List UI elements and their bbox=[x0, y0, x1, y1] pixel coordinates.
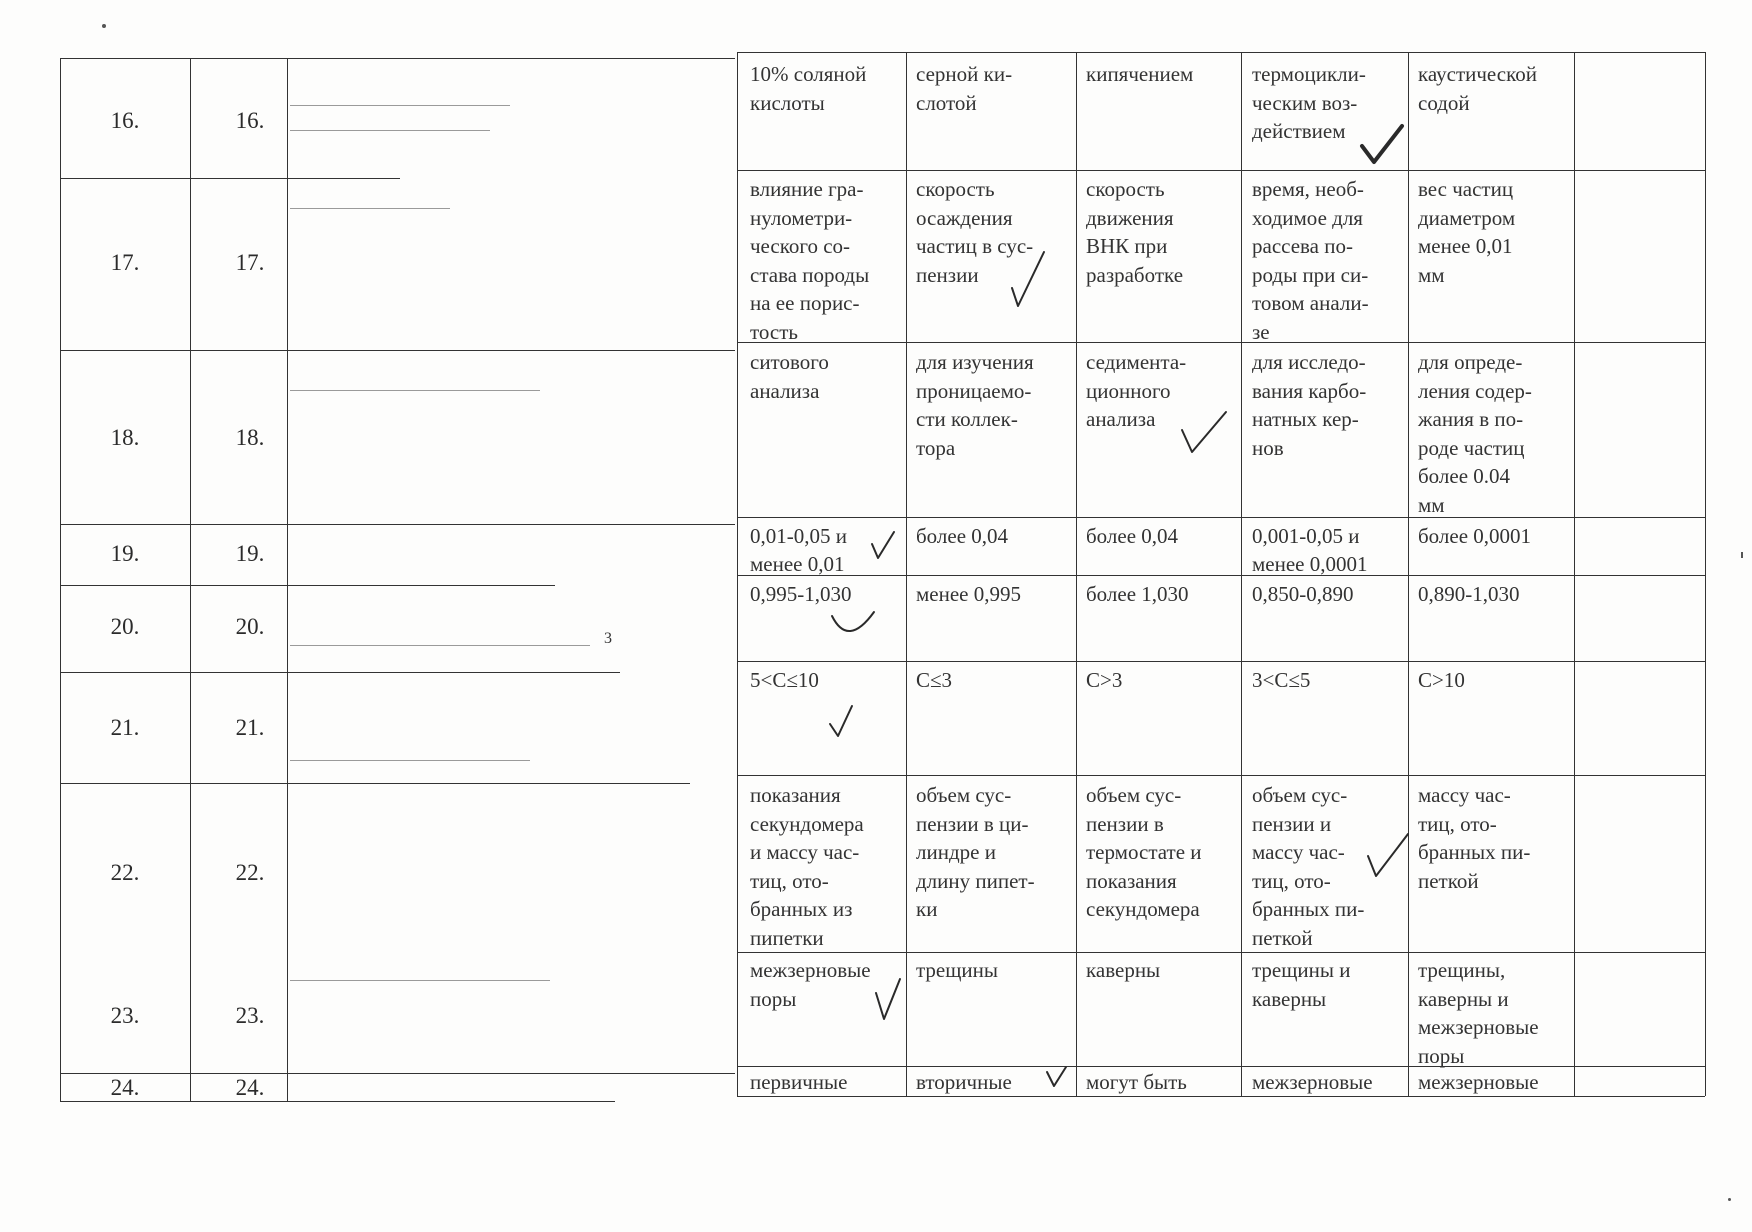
checkmark-icon bbox=[872, 975, 904, 1023]
column-divider bbox=[190, 58, 191, 1101]
answer-cell: межзерновые bbox=[1418, 1070, 1539, 1094]
answer-cell: более 0,04 bbox=[916, 524, 1009, 548]
answer-cell: показания секундомера и массу час- тиц, ото- бранных из пипетки bbox=[750, 783, 864, 950]
answer-cell: 3<C≤5 bbox=[1252, 668, 1311, 692]
row-divider bbox=[737, 517, 1705, 518]
answer-cell: объем сус- пензии в термостате и показания секундомера bbox=[1086, 783, 1202, 921]
row-divider bbox=[737, 775, 1705, 776]
row-number: 19. bbox=[235, 541, 265, 566]
checkmark-icon bbox=[1178, 408, 1230, 458]
row-divider bbox=[737, 170, 1705, 171]
answer-cell: серной ки- слотой bbox=[916, 62, 1013, 115]
answer-cell: более 0,04 bbox=[1086, 524, 1179, 548]
answer-cell: скорость осаждения частиц в сус- пензии bbox=[916, 177, 1034, 287]
row-number: 23. bbox=[110, 1003, 140, 1028]
checkmark-icon bbox=[1358, 122, 1406, 168]
column-divider bbox=[287, 58, 288, 1101]
answer-cell: 0,890-1,030 bbox=[1418, 582, 1520, 606]
row-divider bbox=[60, 350, 735, 351]
row-divider bbox=[737, 952, 1705, 953]
answer-cell: время, необ- ходимое для рассева по- роды при си- товом анали- зе bbox=[1252, 177, 1369, 344]
row-divider bbox=[737, 1066, 1705, 1067]
answer-cell: межзерновые поры bbox=[750, 958, 871, 1011]
column-divider bbox=[1076, 52, 1077, 1096]
column-divider bbox=[1408, 52, 1409, 1096]
row-number: 23. bbox=[235, 1003, 265, 1028]
row-number: 24. bbox=[235, 1075, 265, 1100]
answer-cell: 0,01-0,05 и менее 0,01 bbox=[750, 524, 847, 576]
row-number: 21. bbox=[235, 715, 265, 740]
answers-top-border bbox=[737, 52, 1705, 53]
answer-cell: скорость движения ВНК при разработке bbox=[1086, 177, 1184, 287]
answer-cell: объем сус- пензии в ци- линдре и длину пипет- ки bbox=[916, 783, 1035, 921]
answer-cell: более 1,030 bbox=[1086, 582, 1189, 606]
column-divider bbox=[1574, 52, 1575, 1096]
answer-cell: трещины и каверны bbox=[1252, 958, 1351, 1011]
faded-question-text bbox=[290, 208, 450, 209]
scan-speck bbox=[1728, 1198, 1731, 1201]
answer-cell: 10% соляной кислоты bbox=[750, 62, 867, 115]
answer-cell: C>10 bbox=[1418, 668, 1465, 692]
column-divider bbox=[737, 52, 738, 1096]
answer-cell: кипячением bbox=[1086, 62, 1194, 86]
faded-question-text bbox=[290, 760, 530, 761]
answer-cell: более 0,0001 bbox=[1418, 524, 1532, 548]
answer-cell: для исследо- вания карбо- натных кер- нов bbox=[1252, 350, 1367, 460]
answer-cell: межзерновые bbox=[1252, 1070, 1373, 1094]
row-divider bbox=[737, 661, 1705, 662]
row-number: 24. bbox=[110, 1075, 140, 1100]
answer-cell: могут быть bbox=[1086, 1070, 1187, 1094]
answer-cell: термоцикли- ческим воз- действием bbox=[1252, 62, 1366, 143]
column-divider bbox=[906, 52, 907, 1096]
faded-question-text bbox=[290, 645, 590, 646]
checkmark-icon bbox=[1008, 248, 1048, 310]
answers-right-border bbox=[1705, 52, 1706, 1096]
answer-cell: 0,995-1,030 bbox=[750, 582, 852, 606]
answer-cell: вес частиц диаметром менее 0,01 мм bbox=[1418, 177, 1516, 287]
row-number: 17. bbox=[235, 250, 265, 275]
checkmark-icon bbox=[1044, 1064, 1070, 1090]
checkmark-icon bbox=[828, 604, 878, 648]
table-left-top-border bbox=[60, 58, 735, 59]
faded-question-text bbox=[290, 980, 550, 981]
answer-cell: вторичные bbox=[916, 1070, 1012, 1094]
row-number: 22. bbox=[235, 860, 265, 885]
faded-question-text bbox=[290, 130, 490, 131]
answer-cell: объем сус- пензии и массу час- тиц, ото- бранных пи- петкой bbox=[1252, 783, 1365, 950]
answer-cell: 0,001-0,05 и менее 0,0001 bbox=[1252, 524, 1368, 576]
row-divider bbox=[60, 672, 620, 673]
row-number: 16. bbox=[110, 108, 140, 133]
row-divider bbox=[60, 178, 400, 179]
faded-question-text bbox=[290, 390, 540, 391]
faded-question-text bbox=[290, 105, 510, 106]
row-number: 18. bbox=[110, 425, 140, 450]
checkmark-icon bbox=[868, 528, 898, 562]
answer-cell: седимента- ционного анализа bbox=[1086, 350, 1187, 431]
answer-cell: C≤3 bbox=[916, 668, 953, 692]
row-number: 20. bbox=[110, 614, 140, 639]
answer-cell: трещины, каверны и межзерновые поры bbox=[1418, 958, 1539, 1068]
row-divider bbox=[60, 783, 690, 784]
row-number: 17. bbox=[110, 250, 140, 275]
row-number: 21. bbox=[110, 715, 140, 740]
row-number: 22. bbox=[110, 860, 140, 885]
answer-cell: 0,850-0,890 bbox=[1252, 582, 1354, 606]
answer-cell: массу час- тиц, ото- бранных пи- петкой bbox=[1418, 783, 1531, 893]
checkmark-icon bbox=[1364, 830, 1412, 880]
answer-cell: для изучения проницаемо- сти коллек- тора bbox=[916, 350, 1034, 460]
scan-speck bbox=[102, 24, 106, 28]
row-divider bbox=[737, 342, 1705, 343]
table-left-border bbox=[60, 58, 61, 1101]
answer-cell: влияние гра- нулометри- ческого со- става породы на ее порис- тость bbox=[750, 177, 870, 344]
row-number: 19. bbox=[110, 541, 140, 566]
answer-cell: C>3 bbox=[1086, 668, 1123, 692]
row-divider bbox=[60, 524, 735, 525]
row-number: 16. bbox=[235, 108, 265, 133]
answer-cell: 5<C≤10 bbox=[750, 668, 819, 692]
answer-cell: для опреде- ления содер- жания в по- роде частиц более 0.04 мм bbox=[1418, 350, 1532, 517]
stray-mark: 3 bbox=[604, 630, 612, 647]
row-number: 20. bbox=[235, 614, 265, 639]
column-divider bbox=[1241, 52, 1242, 1096]
answers-bottom-border bbox=[737, 1096, 1705, 1097]
answer-cell: менее 0,995 bbox=[916, 582, 1021, 606]
row-divider bbox=[737, 575, 1705, 576]
scan-speck bbox=[1741, 552, 1743, 558]
answer-cell: ситового анализа bbox=[750, 350, 829, 403]
answer-cell: каустической содой bbox=[1418, 62, 1537, 115]
answer-cell: каверны bbox=[1086, 958, 1161, 982]
answer-cell: трещины bbox=[916, 958, 999, 982]
checkmark-icon bbox=[826, 702, 856, 740]
answer-cell: первичные bbox=[750, 1070, 848, 1094]
row-divider bbox=[60, 585, 555, 586]
row-number: 18. bbox=[235, 425, 265, 450]
